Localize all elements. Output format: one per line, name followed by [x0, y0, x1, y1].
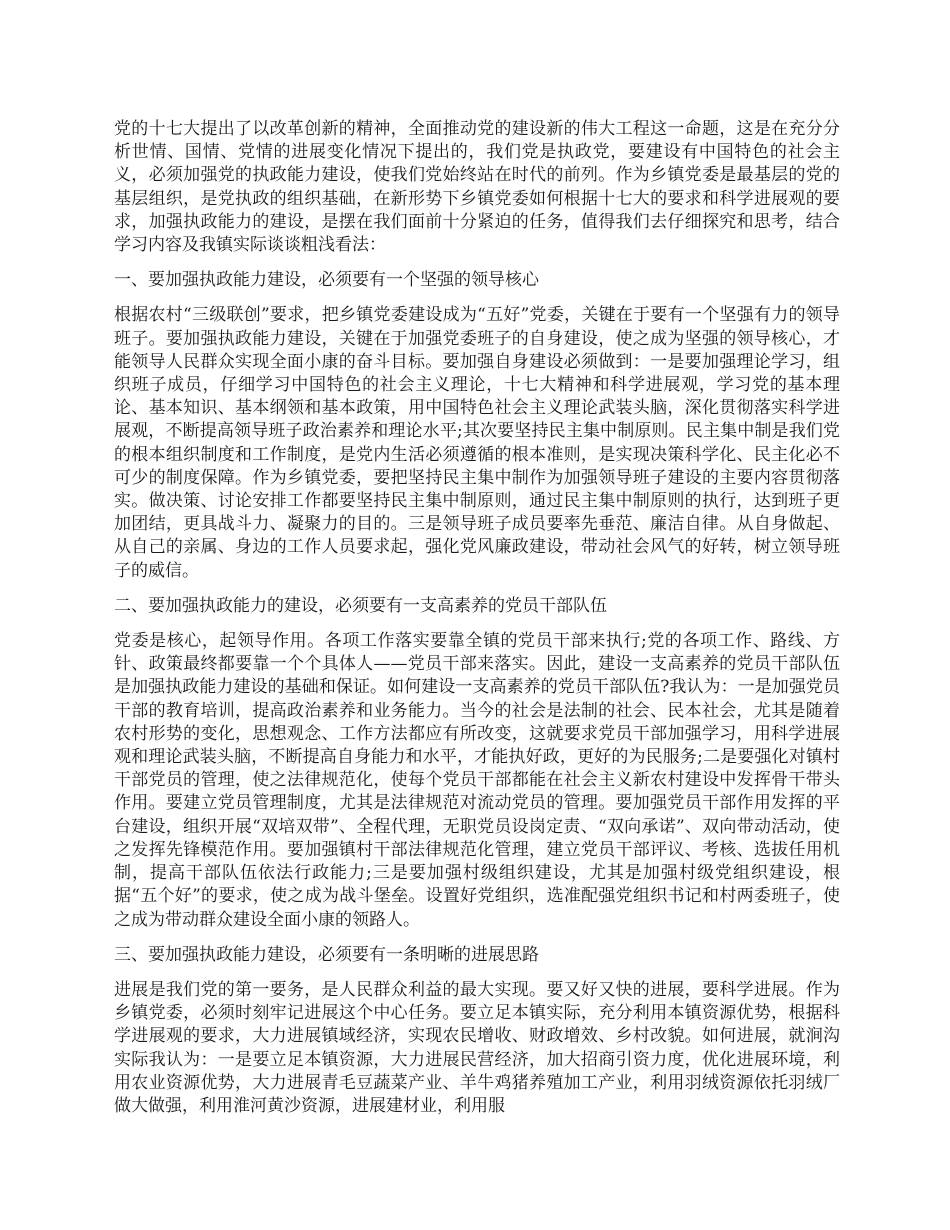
section-3-heading: 三、要加强执政能力建设，必须要有一条明晰的进展思路 [114, 944, 539, 965]
section-2-body: 党委是核心，起领导作用。各项工作落实要靠全镇的党员干部来执行;党的各项工作、路线、方针、政策最终都要靠一个个具体人——党员干部来落实。因此，建设一支高素养的党员干部队伍是加强执政能力建设的基础和保证。如何建设一支高素养的党员干部队伍?我认为：一是加强党员干部的教育培训，提高政治素养和业务能力。当今的社会是法制的社会、民本社会，尤其是随着农村形势的变化，思想观念、工作方法都应有所改变，这就要求党员干部加强学习，用科学进展观和理论武装头脑，不断提高自身能力和水平，才能执好政，更好的为民服务;二是要强化对镇村干部党员的管理，使之法律规范化，使每个党员干部都能在社会主义新农村建设中发挥骨干带头作用。要建立党员管理制度，尤其是法律规范对流动党员的管理。要加强党员干部作用发挥的平台建设，组织开展“双培双带”、全程代理，无职党员设岗定责、“双向承诺”、双向带动活动，使之发挥先锋模范作用。要加强镇村干部法律规范化管理，建立党员干部评议、考核、选拔任用机制，提高干部队伍依法行政能力;三是要加强村级组织建设，尤其是加强村级党组织建设，根据“五个好”的要求，使之成为战斗堡垒。设置好党组织，选准配强党组织书记和村两委班子，使之成为带动群众建设全面小康的领路人。 [114, 631, 840, 930]
document-page [114, 118, 840, 1130]
section-1-body: 根据农村“三级联创”要求，把乡镇党委建设成为“五好”党委，关键在于要有一个坚强有力的领导班子。要加强执政能力建设，关键在于加强党委班子的自身建设，使之成为坚强的领导核心，才能领导人民群众实现全面小康的奋斗目标。要加强自身建设必须做到：一是要加强理论学习，组织班子成员，仔细学习中国特色的社会主义理论，十七大精神和科学进展观，学习党的基本理论、基本知识、基本纲领和基本政策，用中国特色社会主义理论武装头脑，深化贯彻落实科学进展观，不断提高领导班子政治素养和理论水平;其次要坚持民主集中制原则。民主集中制是我们党的根本组织制度和工作制度，是党内生活必须遵循的根本准则，是实现决策科学化、民主化必不可少的制度保障。作为乡镇党委，要把坚持民主集中制作为加强领导班子建设的主要内容贯彻落实。做决策、讨论安排工作都要坚持民主集中制原则，通过民主集中制原则的执行，达到班子更加团结，更具战斗力、凝聚力的目的。三是领导班子成员要率先垂范、廉洁自律。从自身做起、从自己的亲属、身边的工作人员要求起，强化党风廉政建设，带动社会风气的好转，树立领导班子的威信。 [114, 305, 840, 581]
intro-paragraph: 党的十七大提出了以改革创新的精神，全面推动党的建设新的伟大工程这一命题，这是在充分分析世情、国情、党情的进展变化情况下提出的，我们党是执政党，要建设有中国特色的社会主义，必须加强党的执政能力建设，使我们党始终站在时代的前列。作为乡镇党委是最基层的党的基层组织，是党执政的组织基础，在新形势下乡镇党委如何根据十七大的要求和科学进展观的要求，加强执政能力的建设，是摆在我们面前十分紧迫的任务，值得我们去仔细探究和思考，结合学习内容及我镇实际谈谈粗浅看法： [114, 119, 840, 256]
section-1-heading: 一、要加强执政能力建设，必须要有一个坚强的领导核心 [114, 270, 539, 291]
section-3-body: 进展是我们党的第一要务，是人民群众利益的最大实现。要又好又快的进展，要科学进展。作为乡镇党委，必须时刻牢记进展这个中心任务。要立足本镇实际，充分利用本镇资源优势，根据科学进展观的要求，大力进展镇域经济，实现农民增收、财政增效、乡村改貌。如何进展，就涧沟实际我认为：一是要立足本镇资源，大力进展民营经济，加大招商引资力度，优化进展环境，利用农业资源优势，大力进展青毛豆蔬菜产业、羊牛鸡猪养殖加工产业，利用羽绒资源依托羽绒厂做大做强，利用淮河黄沙资源，进展建材业，利用服 [114, 979, 840, 1116]
section-2-heading: 二、要加强执政能力的建设，必须要有一支高素养的党员干部队伍 [114, 595, 607, 616]
